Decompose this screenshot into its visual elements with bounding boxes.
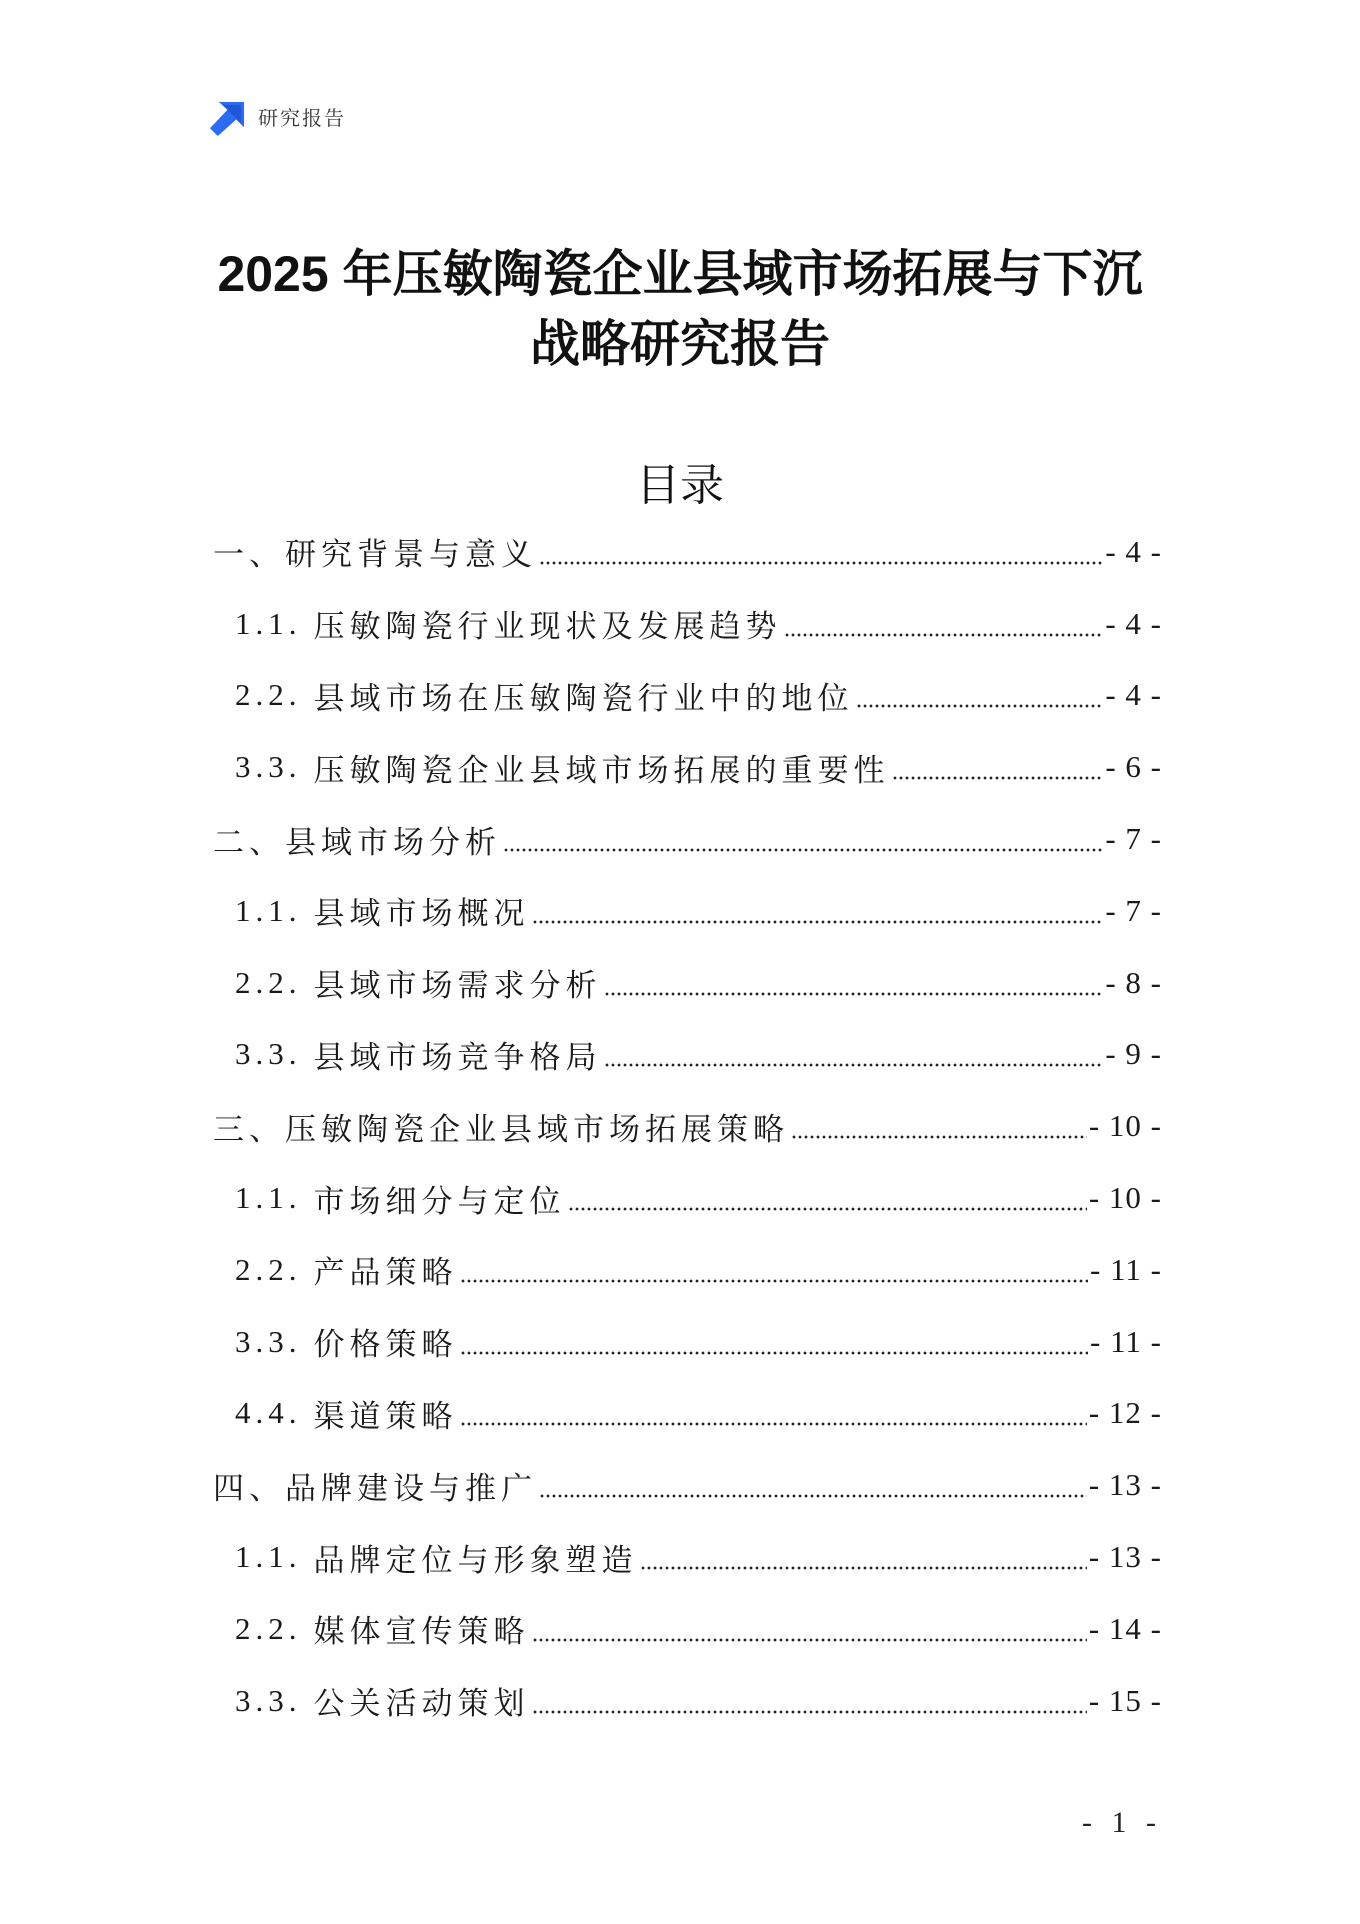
- toc-entry-subsection[interactable]: [213, 1378, 1162, 1450]
- toc-entry-page: - 6 -: [1105, 749, 1162, 785]
- dot-leader: [784, 633, 1104, 637]
- dot-leader: [791, 1135, 1087, 1139]
- dot-leader: [640, 1566, 1087, 1570]
- report-title: [0, 239, 1360, 379]
- toc-entry-page: - 13 -: [1088, 1467, 1162, 1503]
- dot-leader: [460, 1422, 1087, 1426]
- toc-entry-page: - 11 -: [1090, 1251, 1162, 1287]
- toc-entry-number: 2.2.: [235, 1251, 302, 1287]
- toc-entry-label: 县域市场概况: [313, 896, 530, 932]
- toc-entry-page: - 12 -: [1088, 1395, 1162, 1431]
- toc-heading: 目录: [636, 461, 724, 510]
- toc-entry-subsection[interactable]: [213, 1593, 1162, 1665]
- dot-leader: [539, 1494, 1087, 1498]
- dot-leader: [604, 992, 1104, 996]
- toc-entry-label: 县域市场分析: [285, 824, 501, 860]
- toc-entry-label: 县域市场在压敏陶瓷行业中的地位: [313, 680, 854, 716]
- toc-entry-number: 四、: [213, 1470, 285, 1506]
- toc-entry-number: 1.1.: [235, 1180, 302, 1216]
- toc-entry-subsection[interactable]: [213, 731, 1162, 803]
- toc-entry-subsection[interactable]: [213, 947, 1162, 1019]
- toc-entry-subsection[interactable]: [213, 1234, 1162, 1306]
- toc-entry-page: - 9 -: [1105, 1036, 1162, 1072]
- title-line-2: 战略研究报告: [530, 316, 830, 372]
- arrow-up-right-logo-icon: [210, 101, 245, 136]
- toc-entry-page: - 10 -: [1088, 1180, 1162, 1216]
- toc-entry-subsection[interactable]: [213, 1306, 1162, 1378]
- toc-entry-number: 3.3.: [235, 1323, 302, 1359]
- toc-entry-number: 1.1.: [235, 605, 302, 641]
- toc-entry-page: - 15 -: [1088, 1682, 1162, 1718]
- toc-entry-label: 压敏陶瓷行业现状及发展趋势: [313, 609, 782, 645]
- toc-entry-section[interactable]: [213, 1090, 1162, 1162]
- toc-entry-subsection[interactable]: [213, 660, 1162, 732]
- title-line-1: 2025 年压敏陶瓷企业县域市场拓展与下沉: [217, 246, 1143, 302]
- toc-entry-number: 二、: [213, 824, 285, 860]
- toc-entry-label: 县域市场竞争格局: [313, 1039, 602, 1075]
- toc-entry-label: 市场细分与定位: [313, 1183, 566, 1219]
- toc-entry-label: 媒体宣传策略: [313, 1614, 530, 1650]
- toc-entry-label: 公关活动策划: [313, 1686, 530, 1722]
- toc-entry-page: - 7 -: [1105, 892, 1162, 928]
- toc-entry-number: 2.2.: [235, 964, 302, 1000]
- dot-leader: [532, 1710, 1087, 1714]
- toc-entry-section[interactable]: [213, 1449, 1162, 1521]
- dot-leader: [532, 920, 1104, 924]
- toc-entry-subsection[interactable]: [213, 1019, 1162, 1091]
- dot-leader: [460, 1351, 1089, 1355]
- dot-leader: [568, 1207, 1087, 1211]
- toc-entry-label: 研究背景与意义: [285, 537, 537, 573]
- toc-entry-page: - 13 -: [1088, 1539, 1162, 1575]
- report-header: [210, 100, 346, 136]
- toc-entry-section[interactable]: [213, 516, 1162, 588]
- toc-entry-page: - 7 -: [1105, 821, 1162, 857]
- toc-entry-number: 3.3.: [235, 1036, 302, 1072]
- toc-entry-page: - 11 -: [1090, 1323, 1162, 1359]
- toc-entry-label: 价格策略: [313, 1327, 458, 1363]
- toc-entry-subsection[interactable]: [213, 1521, 1162, 1593]
- page-number: - 1 -: [1082, 1806, 1162, 1839]
- toc-entry-number: 3.3.: [235, 749, 302, 785]
- toc-entry-page: - 4 -: [1105, 533, 1162, 569]
- toc-entry-label: 品牌定位与形象塑造: [313, 1542, 638, 1578]
- toc-entry-subsection[interactable]: [213, 588, 1162, 660]
- toc-entry-number: 1.1.: [235, 892, 302, 928]
- toc-entry-number: 3.3.: [235, 1682, 302, 1718]
- table-of-contents: [213, 516, 1162, 1737]
- toc-entry-label: 县域市场需求分析: [313, 968, 602, 1004]
- toc-entry-number: 三、: [213, 1111, 285, 1147]
- brand-label: 研究报告: [258, 106, 346, 130]
- toc-entry-page: - 14 -: [1088, 1610, 1162, 1646]
- toc-entry-page: - 10 -: [1088, 1108, 1162, 1144]
- toc-entry-number: 2.2.: [235, 677, 302, 713]
- toc-entry-number: 4.4.: [235, 1395, 302, 1431]
- toc-entry-page: - 4 -: [1105, 677, 1162, 713]
- toc-entry-number: 一、: [213, 537, 285, 573]
- dot-leader: [604, 1063, 1104, 1067]
- dot-leader: [539, 561, 1103, 565]
- dot-leader: [892, 776, 1104, 780]
- toc-entry-label: 产品策略: [313, 1255, 458, 1291]
- toc-entry-number: 1.1.: [235, 1539, 302, 1575]
- toc-entry-label: 压敏陶瓷企业县域市场拓展策略: [285, 1111, 789, 1147]
- toc-entry-page: - 4 -: [1105, 605, 1162, 641]
- toc-entry-label: 品牌建设与推广: [285, 1470, 537, 1506]
- toc-entry-number: 2.2.: [235, 1610, 302, 1646]
- toc-entry-subsection[interactable]: [213, 1665, 1162, 1737]
- toc-entry-label: 渠道策略: [313, 1398, 458, 1434]
- dot-leader: [532, 1638, 1087, 1642]
- toc-entry-label: 压敏陶瓷企业县域市场拓展的重要性: [313, 752, 890, 788]
- dot-leader: [503, 848, 1103, 852]
- dot-leader: [856, 704, 1104, 708]
- dot-leader: [460, 1279, 1089, 1283]
- toc-entry-subsection[interactable]: [213, 1162, 1162, 1234]
- toc-entry-subsection[interactable]: [213, 875, 1162, 947]
- toc-entry-page: - 8 -: [1105, 964, 1162, 1000]
- toc-entry-section[interactable]: [213, 803, 1162, 875]
